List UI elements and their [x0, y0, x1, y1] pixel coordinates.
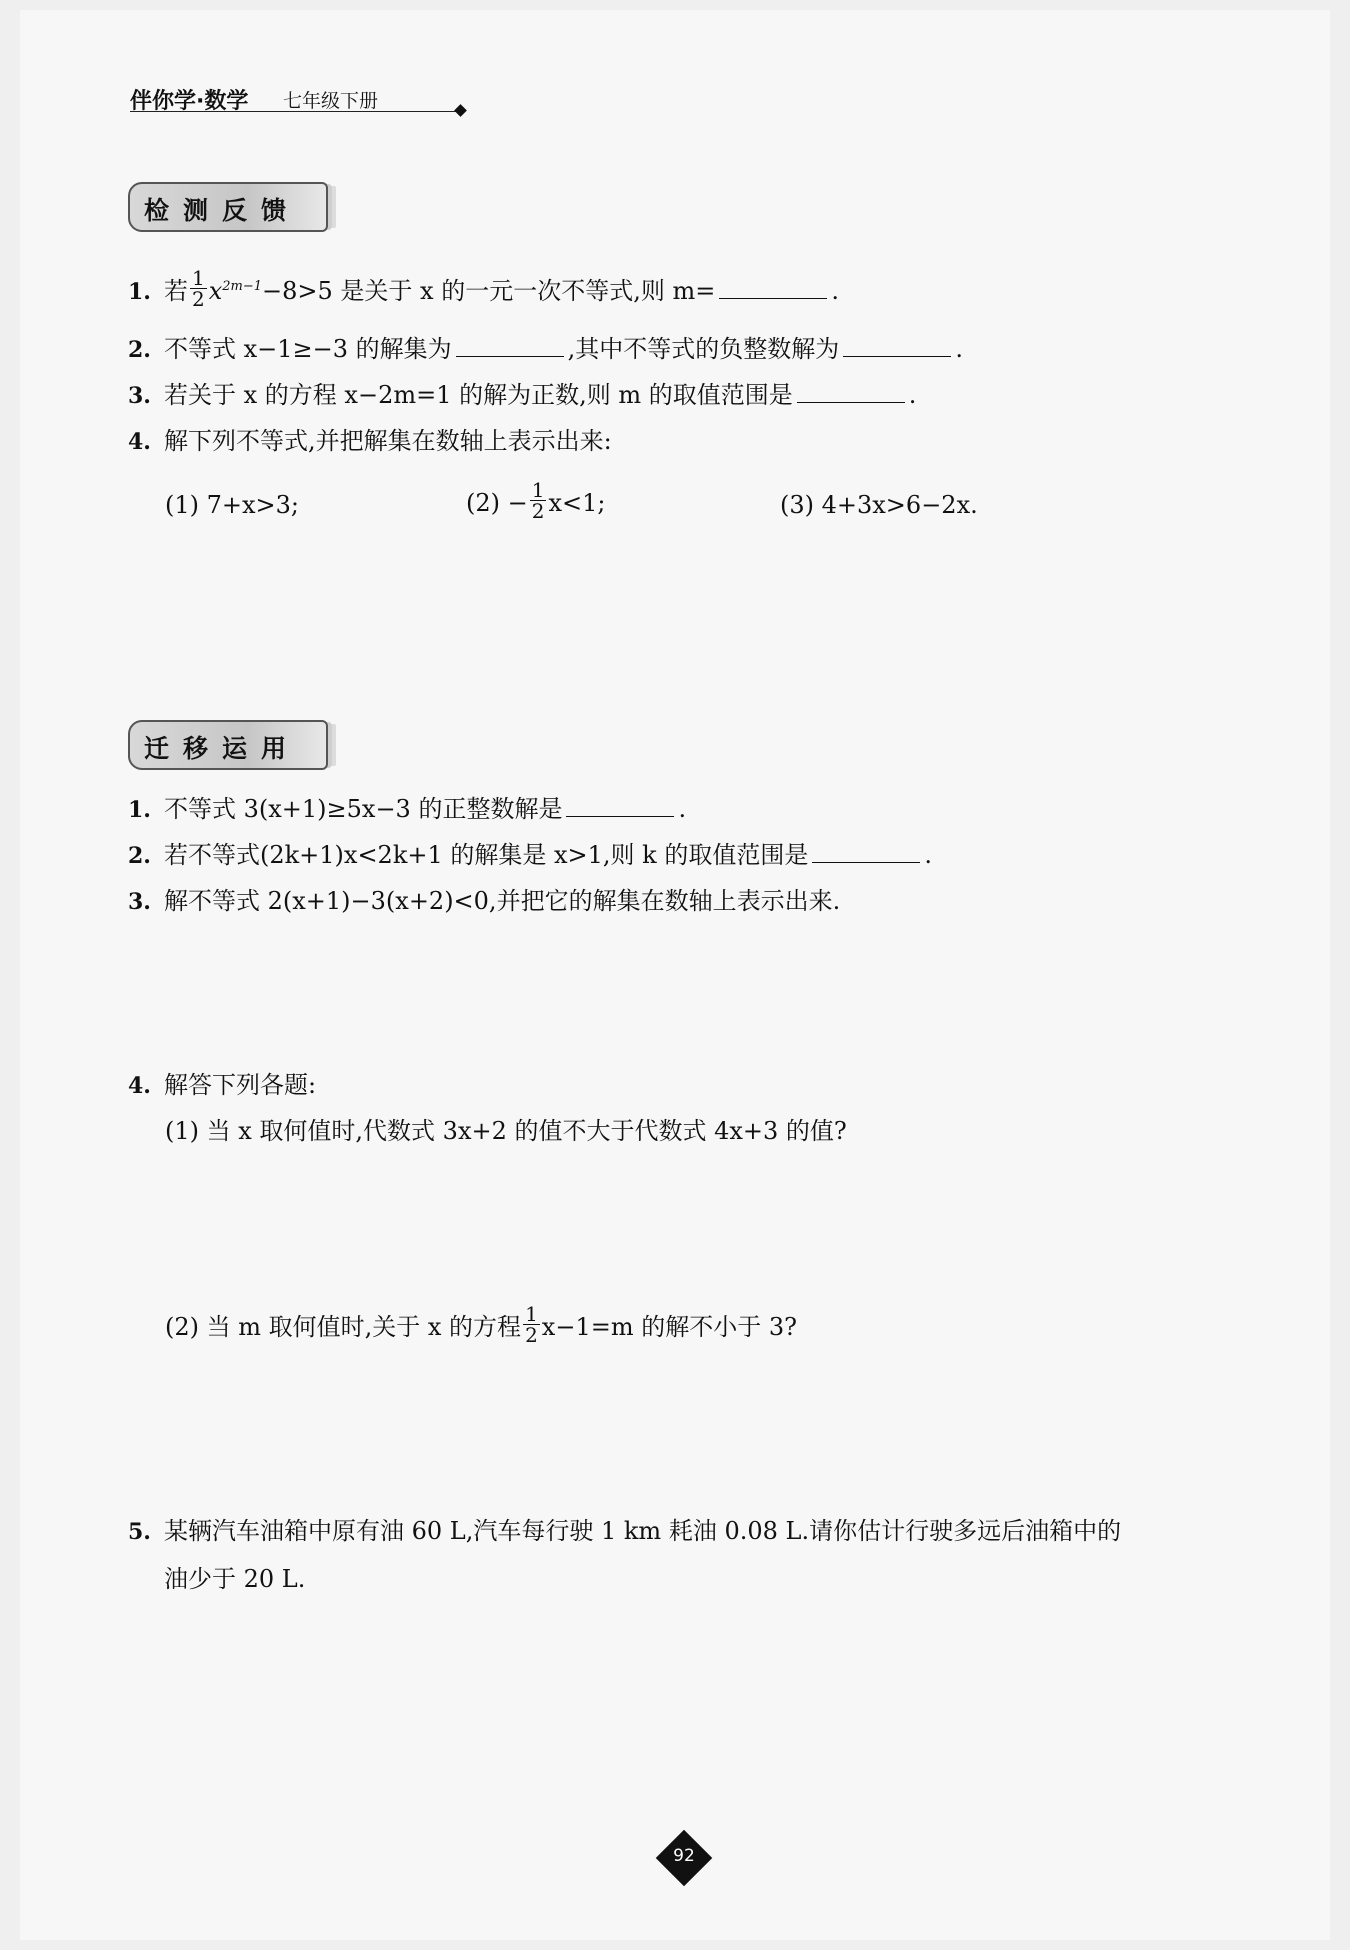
answer-blank[interactable]	[812, 840, 920, 863]
subquestion-3: (3) 4+3x>6−2x.	[780, 491, 978, 519]
header-rule	[130, 111, 460, 112]
answer-blank[interactable]	[566, 794, 674, 817]
question-2	[128, 840, 932, 871]
question-text: 解下列不等式,并把解集在数轴上表示出来:	[164, 427, 612, 455]
question-text: (2) −	[466, 489, 528, 517]
question-number: 1.	[128, 797, 151, 823]
question-end: .	[831, 277, 839, 305]
question-5	[128, 1516, 1121, 1547]
question-number: 4.	[128, 1073, 151, 1099]
question-number: 3.	[128, 889, 151, 915]
answer-blank[interactable]	[843, 334, 951, 357]
answer-blank[interactable]	[719, 276, 827, 299]
fraction	[530, 480, 547, 521]
question-text: 某辆汽车油箱中原有油 60 L,汽车每行驶 1 km 耗油 0.08 L.请你估计行驶多远后油箱中的	[164, 1517, 1122, 1545]
question-1	[128, 266, 839, 313]
question-text: 解不等式 2(x+1)−3(x+2)<0,并把它的解集在数轴上表示出来.	[164, 887, 841, 915]
section-title: 检测反馈	[144, 196, 301, 225]
section-badge-feedback	[128, 182, 328, 232]
question-text: −8>5 是关于 x 的一元一次不等式,则 m=	[262, 277, 716, 305]
question-text: 若	[164, 277, 188, 305]
question-number: 4.	[128, 429, 151, 455]
question-4	[128, 1070, 316, 1101]
fraction-denominator: 2	[525, 1323, 538, 1347]
answer-blank[interactable]	[456, 334, 564, 357]
question-number: 3.	[128, 383, 151, 409]
question-3	[128, 886, 840, 917]
fraction-denominator: 2	[192, 287, 205, 311]
question-5-continuation: 油少于 20 L.	[164, 1565, 306, 1593]
question-text: 不等式 x−1≥−3 的解集为	[164, 335, 452, 363]
page-number: 92	[673, 1846, 695, 1866]
question-number: 2.	[128, 337, 151, 363]
fraction	[523, 1304, 540, 1345]
question-end: .	[924, 841, 932, 869]
question-end: .	[908, 381, 917, 409]
question-end: .	[678, 795, 687, 823]
question-text: ,其中不等式的负整数解为	[567, 335, 840, 363]
question-text: x<1;	[548, 489, 606, 517]
header-brand: 伴你学·数学	[130, 89, 249, 114]
question-text: 解答下列各题:	[164, 1071, 317, 1099]
question-text: x−1=m 的解不小于 3?	[541, 1313, 797, 1341]
fraction-numerator: 1	[192, 266, 205, 290]
exponent: 2m−1	[222, 279, 263, 294]
question-2	[128, 334, 963, 365]
question-3	[128, 380, 916, 411]
question-number: 5.	[128, 1519, 151, 1545]
question-text: 不等式 3(x+1)≥5x−3 的正整数解是	[164, 795, 563, 823]
subquestion-2	[165, 1302, 797, 1349]
question-text: (2) 当 m 取何值时,关于 x 的方程	[165, 1313, 522, 1341]
question-text: 若不等式(2k+1)x<2k+1 的解集是 x>1,则 k 的取值范围是	[164, 841, 809, 869]
subquestion-2	[466, 478, 606, 525]
fraction-numerator: 1	[531, 478, 545, 502]
section-badge-application	[128, 720, 328, 770]
header-subtitle: 七年级下册	[283, 90, 379, 112]
question-1	[128, 794, 686, 825]
question-4	[128, 426, 612, 457]
question-end: .	[955, 335, 963, 363]
fraction-numerator: 1	[525, 1302, 538, 1326]
subquestion-1: (1) 7+x>3;	[165, 491, 300, 519]
answer-blank[interactable]	[797, 380, 905, 403]
variable: x	[208, 277, 223, 305]
section-title: 迁移运用	[144, 734, 301, 763]
question-number: 1.	[128, 279, 151, 305]
fraction	[190, 268, 207, 309]
subquestion-1: (1) 当 x 取何值时,代数式 3x+2 的值不大于代数式 4x+3 的值?	[165, 1117, 847, 1145]
question-text: 若关于 x 的方程 x−2m=1 的解为正数,则 m 的取值范围是	[164, 381, 793, 409]
fraction-denominator: 2	[531, 499, 545, 523]
question-number: 2.	[128, 843, 151, 869]
